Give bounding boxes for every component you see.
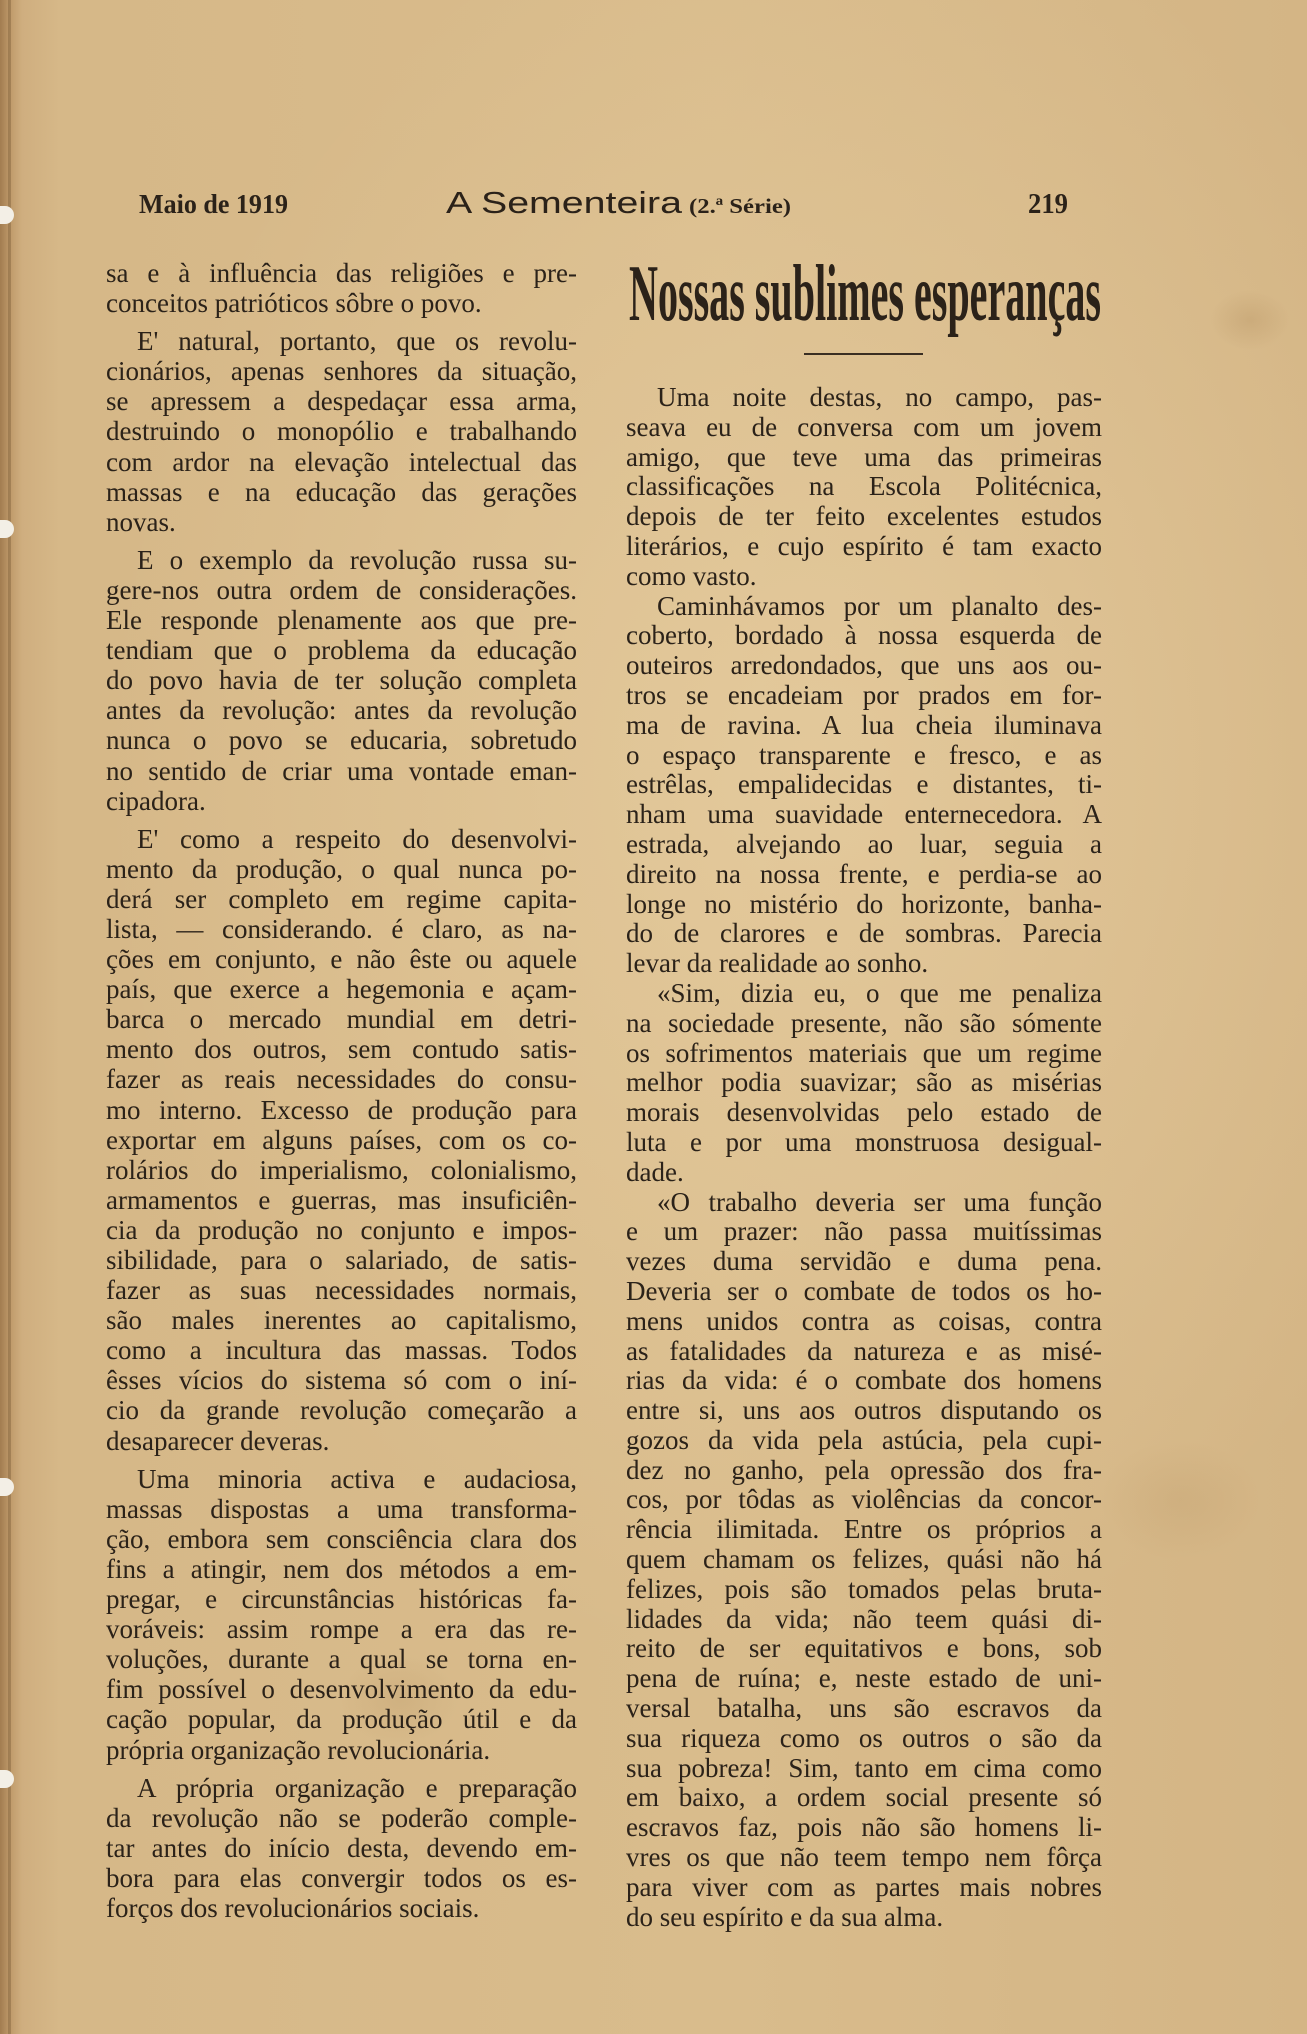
text-line: Uma noite destas, no campo, pas-	[657, 383, 1102, 412]
text-line: ções em conjunto, e não êste ou aquele	[106, 944, 577, 975]
text-line: como a incultura das massas. Todos	[106, 1335, 577, 1366]
text-line: cionários, apenas senhores da situação,	[106, 356, 577, 387]
binding-hole	[0, 520, 14, 538]
text-line: para viver com as partes mais nobres	[626, 1872, 1102, 1902]
text-line: pregar, e circunstâncias históricas fa-	[106, 1584, 577, 1615]
title-divider	[804, 353, 923, 355]
text-line: ma de ravina. A lua cheia iluminava	[626, 710, 1102, 740]
text-line: massas dispostas a uma transforma-	[106, 1493, 577, 1524]
text-line: nham uma suavidade enternecedora. A	[626, 800, 1102, 830]
text-line: depois de ter feito excelentes estudos	[626, 502, 1102, 532]
binding-hole	[0, 1478, 14, 1496]
text-line: do de clarores e de sombras. Parecia	[626, 919, 1102, 949]
text-line: ção, embora sem consciência clara dos	[106, 1523, 577, 1554]
text-line: direito na nossa frente, e perdia-se ao	[626, 859, 1102, 889]
paragraph	[626, 1188, 1102, 1933]
text-line: E' como a respeito do desenvolvi-	[137, 823, 577, 854]
text-line: Uma minoria activa e audaciosa,	[137, 1463, 577, 1494]
paragraph	[106, 545, 577, 816]
text-line: conceitos patrióticos sôbre o povo.	[106, 288, 482, 319]
text-line: fins a atingir, nem dos métodos a em-	[106, 1553, 577, 1584]
text-line: seava eu de conversa com um jovem	[626, 412, 1102, 442]
text-line: e um prazer: não passa muitíssimas	[626, 1217, 1102, 1247]
text-line: entre si, uns aos outros disputando os	[626, 1396, 1102, 1426]
article-title: Nossas sublimes esperanças	[629, 250, 1101, 338]
text-line: barca o mercado mundial em detri-	[106, 1004, 577, 1035]
text-line: antes da revolução: antes da revolução	[106, 695, 577, 726]
text-line: sibilidade, para o salariado, de satis-	[106, 1245, 577, 1275]
text-line: pena de ruína; e, neste estado de uni-	[626, 1664, 1102, 1694]
text-line: dez no ganho, pela opressão dos fra-	[626, 1455, 1102, 1485]
text-line: gere-nos outra ordem de considerações.	[106, 574, 577, 605]
text-line: A própria organização e preparação	[137, 1772, 577, 1803]
text-line: desaparecer deveras.	[106, 1425, 330, 1456]
text-line: voluções, durante a qual se torna en-	[106, 1644, 577, 1675]
text-line: lidades da vida; não teem quási di-	[626, 1604, 1102, 1634]
text-line: sa e à influência das religiões e pre-	[106, 258, 577, 288]
text-line: estrêlas, empalidecidas e distantes, ti-	[626, 770, 1102, 800]
binding-hole	[0, 1770, 14, 1788]
text-line: do seu espírito e da sua alma.	[626, 1902, 944, 1932]
text-line: sua pobreza! Sim, tanto em cima como	[626, 1753, 1102, 1783]
text-line: sua riqueza como os outros o são da	[626, 1723, 1102, 1753]
text-line: mo interno. Excesso de produção para	[106, 1094, 577, 1125]
text-line: classificações na Escola Politécnica,	[626, 472, 1102, 502]
text-line: E' natural, portanto, que os revolu-	[137, 326, 577, 357]
text-line: melhor podia suavizar; são as misérias	[626, 1068, 1102, 1098]
text-line: o espaço transparente e fresco, e as	[626, 740, 1102, 770]
text-line: voráveis: assim rompe a era das re-	[106, 1614, 577, 1645]
page-fold-shadow	[8, 0, 11, 2034]
text-line: fim possível o desenvolvimento da edu-	[106, 1674, 577, 1705]
text-line: mens unidos contra as coisas, contra	[626, 1306, 1102, 1336]
text-line: coberto, bordado à nossa esquerda de	[626, 621, 1102, 651]
text-line: país, que exerce a hegemonia e açam-	[106, 974, 577, 1005]
paragraph	[106, 258, 577, 318]
text-line: com ardor na elevação intelectual das	[106, 446, 577, 477]
text-line: Deveria ser o combate de todos os ho-	[626, 1276, 1102, 1306]
text-line: «O trabalho deveria ser uma função	[657, 1187, 1102, 1217]
text-line: versal batalha, uns são escravos da	[626, 1694, 1102, 1724]
article-title-block	[627, 250, 1103, 350]
text-line: fazer as reais necessidades do consu-	[106, 1064, 577, 1095]
text-line: tendiam que o problema da educação	[106, 635, 577, 666]
text-line: própria organização revolucionária.	[106, 1734, 491, 1765]
text-line: outeiros arredondados, que uns aos ou-	[626, 651, 1102, 681]
left-column	[106, 258, 577, 1923]
text-line: rência ilimitada. Entre os próprios a	[626, 1515, 1102, 1545]
text-line: os sofrimentos materiais que um regime	[626, 1038, 1102, 1068]
text-line: cos, por tôdas as violências da concor-	[626, 1485, 1102, 1515]
text-line: longe no mistério do horizonte, banha-	[626, 889, 1102, 919]
text-line: são males inerentes ao capitalismo,	[106, 1305, 577, 1336]
text-line: tros se encadeiam por prados em for-	[626, 680, 1102, 710]
text-line: destruindo o monopólio e trabalhando	[106, 416, 577, 447]
text-line: escravos faz, pois não são homens li-	[626, 1813, 1102, 1843]
text-line: no sentido de criar uma vontade eman-	[106, 755, 577, 786]
text-line: mento dos outros, sem contudo satis-	[106, 1034, 577, 1065]
page-number: 219	[1028, 189, 1068, 220]
text-line: êsses vícios do sistema só com o iní-	[106, 1365, 577, 1396]
text-line: se apressem a despedaçar essa arma,	[106, 386, 577, 417]
text-line: rolários do imperialismo, colonialismo,	[106, 1154, 577, 1185]
text-line: tar antes do início desta, devendo em-	[106, 1832, 577, 1863]
text-line: «Sim, dizia eu, o que me penaliza	[657, 978, 1102, 1008]
text-line: na sociedade presente, não são sómente	[626, 1008, 1102, 1038]
text-line: luta e por uma monstruosa desigual-	[626, 1127, 1102, 1157]
text-line: dade.	[626, 1157, 684, 1187]
article-column	[626, 383, 1102, 1932]
text-line: E o exemplo da revolução russa su-	[137, 544, 577, 575]
text-line: quem chamam os felizes, quási não há	[626, 1545, 1102, 1575]
text-line: amigo, que teve uma das primeiras	[626, 442, 1102, 472]
text-line: como vasto.	[626, 561, 757, 591]
paragraph	[626, 979, 1102, 1188]
text-line: as fatalidades da natureza e as misé-	[626, 1336, 1102, 1366]
text-line: do povo havia de ter solução completa	[106, 665, 577, 696]
text-line: massas e na educação das gerações	[106, 476, 577, 507]
text-line: lista, — considerando. é claro, as na-	[106, 913, 577, 944]
paragraph	[626, 383, 1102, 592]
series-label: (2.ª Série)	[689, 194, 791, 218]
text-line: vres os que não teem tempo nem fôrça	[626, 1843, 1102, 1873]
paragraph	[106, 824, 577, 1456]
text-line: gozos da vida pela astúcia, pela cupi-	[626, 1425, 1102, 1455]
text-line: novas.	[106, 506, 176, 537]
issue-date: Maio de 1919	[139, 189, 288, 219]
running-header	[0, 180, 1307, 230]
paragraph	[626, 592, 1102, 979]
text-line: mento da produção, o qual nunca po-	[106, 853, 577, 884]
text-line: armamentos e guerras, mas insuficiên-	[106, 1184, 577, 1215]
text-line: bora para elas convergir todos os es-	[106, 1862, 577, 1893]
text-line: morais desenvolvidas pelo estado de	[626, 1098, 1102, 1128]
text-line: literários, e cujo espírito é tam exacto	[626, 531, 1102, 561]
text-line: vezes duma servidão e duma pena.	[626, 1247, 1102, 1277]
text-line: levar da realidade ao sonho.	[626, 949, 929, 979]
text-line: rias da vida: é o combate dos homens	[626, 1366, 1102, 1396]
text-line: cia da produção no conjunto e impos-	[106, 1214, 577, 1245]
text-line: exportar em alguns países, com os co-	[106, 1124, 577, 1155]
text-line: em baixo, a ordem social presente só	[626, 1783, 1102, 1813]
text-line: nunca o povo se educaria, sobretudo	[106, 725, 577, 756]
paragraph	[106, 326, 577, 537]
text-line: estrada, alvejando ao luar, seguia a	[626, 829, 1102, 859]
text-line: reito de ser equitativos e bons, sob	[626, 1634, 1102, 1664]
journal-title: A Sementeira	[446, 185, 683, 220]
text-line: da revolução não se poderão comple-	[106, 1802, 577, 1833]
text-line: derá ser completo em regime capita-	[106, 883, 577, 914]
text-line: Ele responde plenamente aos que pre-	[106, 605, 577, 636]
text-line: cio da grande revolução começarão a	[106, 1395, 577, 1426]
text-line: cação popular, da produção útil e da	[106, 1704, 577, 1735]
paragraph	[106, 1773, 577, 1923]
paragraph	[106, 1464, 577, 1765]
text-line: felizes, pois são tomados pelas bruta-	[626, 1574, 1102, 1604]
text-line: cipadora.	[106, 785, 206, 816]
text-line: fazer as suas necessidades normais,	[106, 1275, 577, 1306]
text-line: Caminhávamos por um planalto des-	[657, 591, 1102, 621]
text-line: forços dos revolucionários sociais.	[106, 1892, 480, 1923]
